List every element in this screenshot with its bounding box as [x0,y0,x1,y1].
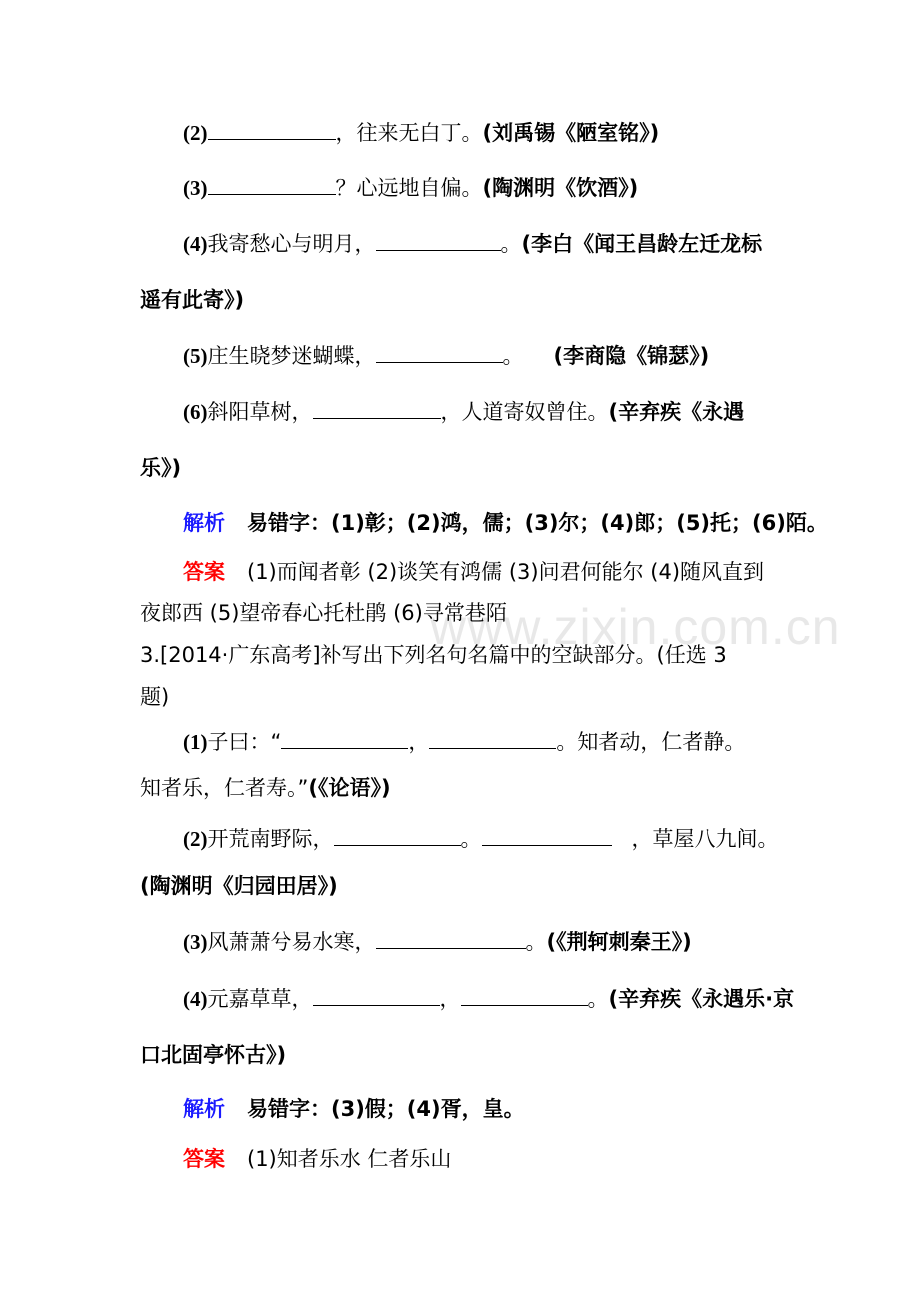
item-text: 知者乐，仁者寿。” [140,776,309,800]
item-number: (3) [183,930,208,954]
question-3-heading-cont: 题) [140,685,170,709]
item-text: 。 [500,232,522,256]
item-4-source-cont: 遥有此寄》) [140,288,245,312]
answer-blank[interactable] [208,174,336,195]
item-number: (4) [183,987,208,1011]
item-text: 。 [502,344,524,368]
answer-blank[interactable] [376,230,501,251]
watermark: www.zixin.com.cn [430,599,841,655]
question-3-heading: 3.[2014·广东高考]补写出下列名句名篇中的空缺部分。(任选 3 [140,643,727,667]
analysis-text: 易错字：(1)彰；(2)鸿，儒；(3)尔；(4)郎；(5)托；(6)陌。 [247,511,828,535]
item-text: 开荒南野际， [207,827,334,851]
item-text: 风萧萧兮易水寒， [207,930,376,954]
item-2 [183,118,659,148]
item-text: ，草屋八九间。 [631,827,779,851]
answer-blank[interactable] [313,398,441,419]
item-3 [183,173,638,203]
q3-item-3 [183,927,692,957]
answer-blank[interactable] [313,985,440,1006]
answer-text: (1)知者乐水 仁者乐山 [247,1147,452,1171]
answer-blank[interactable] [376,342,503,363]
answer-blank[interactable] [208,119,336,140]
item-text: 庄生晓梦迷蝴蝶， [207,344,376,368]
item-number: (6) [183,400,208,424]
item-number: (4) [183,232,208,256]
analysis-label: 解析 [183,1097,225,1121]
item-source: (《论语》) [308,776,391,800]
item-text: 。 [460,827,482,851]
q3-item-4-source-cont: 口北固亭怀古》) [140,1043,287,1067]
q3-item-1-cont [140,773,391,803]
q3-item-1 [183,727,745,757]
item-number: (2) [183,827,208,851]
item-text: ， [408,730,430,754]
answer-1 [183,557,764,587]
item-6 [183,397,744,427]
item-number: (5) [183,344,208,368]
item-6-source-cont: 乐》) [140,456,182,480]
analysis-1 [183,508,828,538]
item-text: 我寄愁心与明月， [207,232,376,256]
answer-label: 答案 [183,1147,225,1171]
item-text: 。 [587,987,609,1011]
analysis-label: 解析 [183,511,225,535]
item-source: (李白《闻王昌龄左迁龙标 [521,232,763,256]
answer-2 [183,1144,451,1174]
item-source: (刘禹锡《陋室铭》) [482,121,660,145]
answer-blank[interactable] [376,928,526,949]
q3-item-4 [183,984,794,1014]
item-text: 。知者动，仁者静。 [556,730,746,754]
q3-item-2 [183,824,779,854]
item-source: (辛弃疾《永遇乐·京 [608,987,795,1011]
answer-label: 答案 [183,560,225,584]
analysis-text: 易错字：(3)假；(4)胥，皇。 [247,1097,525,1121]
item-source: (李商隐《锦瑟》) [553,344,710,368]
item-5 [183,341,709,371]
item-4 [183,229,762,259]
item-text: 元嘉草草， [207,987,313,1011]
answer-1-cont: 夜郎西 (5)望帝春心托杜鹃 (6)寻常巷陌 [140,601,507,625]
answer-blank[interactable] [429,728,556,749]
answer-blank[interactable] [281,728,408,749]
item-number: (3) [183,176,208,200]
item-text: 子曰：“ [207,730,282,754]
item-text: ，往来无白丁。 [335,121,483,145]
item-text: 。 [525,930,547,954]
item-text: 斜阳草树， [207,400,313,424]
item-source: (辛弃疾《永遇 [608,400,745,424]
q3-item-2-source: (陶渊明《归园田居》) [140,874,338,898]
analysis-2 [183,1094,525,1124]
answer-text: (1)而闻者彰 (2)谈笑有鸿儒 (3)问君何能尔 (4)随风直到 [247,560,765,584]
item-text: ，人道寄奴曾住。 [440,400,609,424]
item-number: (1) [183,730,208,754]
answer-blank[interactable] [334,825,461,846]
item-text: ， [439,987,461,1011]
answer-blank[interactable] [461,985,588,1006]
item-number: (2) [183,121,208,145]
item-source: (陶渊明《饮酒》) [482,176,639,200]
item-text: ？心远地自偏。 [335,176,483,200]
answer-blank[interactable] [482,825,612,846]
item-source: (《荆轲刺秦王》) [546,930,692,954]
